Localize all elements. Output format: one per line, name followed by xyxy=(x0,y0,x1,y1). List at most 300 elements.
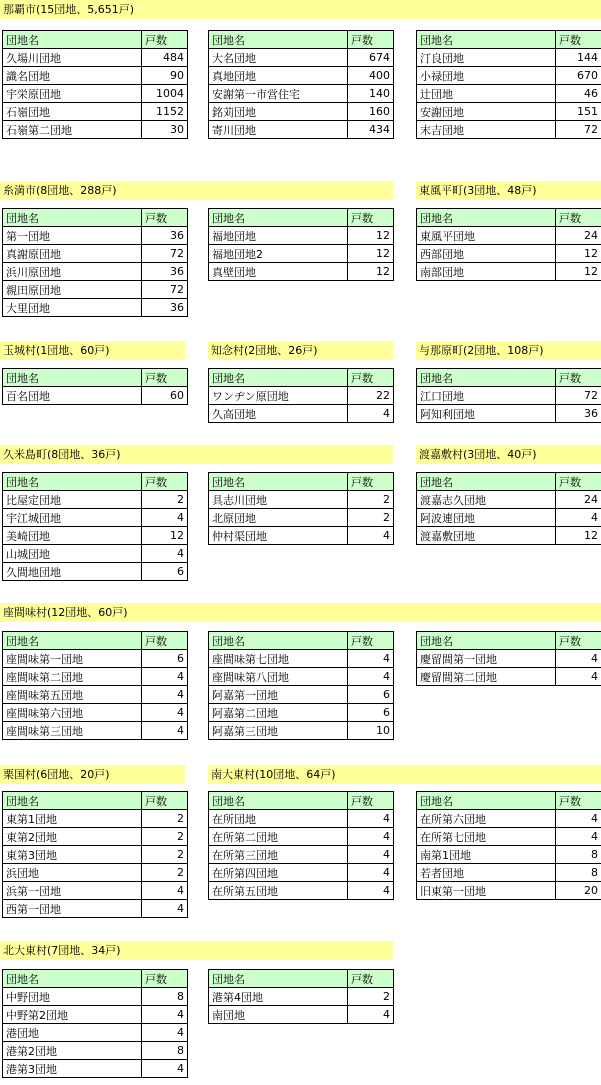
table-row xyxy=(3,864,188,882)
complex-name-cell: 在所第五団地 xyxy=(209,882,348,900)
complex-name-cell: 東第2団地 xyxy=(3,828,142,846)
table-row xyxy=(3,846,188,864)
table-row xyxy=(209,846,394,864)
unit-count-cell: 8 xyxy=(556,864,601,882)
table-row xyxy=(3,828,188,846)
complex-name-cell: 江口団地 xyxy=(417,387,556,405)
complex-name-cell: 久高団地 xyxy=(209,405,348,423)
header-count-cell: 戸数 xyxy=(348,792,394,810)
table-row xyxy=(209,509,394,527)
unit-count-cell: 4 xyxy=(142,1060,188,1078)
header-count-cell: 戸数 xyxy=(142,632,188,650)
complex-table xyxy=(2,368,188,405)
table-row xyxy=(209,103,394,121)
table-row xyxy=(417,828,601,846)
header-count-cell: 戸数 xyxy=(348,31,394,49)
table-header-row xyxy=(3,209,188,227)
table-row xyxy=(209,864,394,882)
unit-count-cell: 4 xyxy=(556,828,601,846)
header-name-cell: 団地名 xyxy=(417,473,556,491)
unit-count-cell: 36 xyxy=(142,227,188,245)
table-header-row xyxy=(209,632,394,650)
complex-name-cell: 若者団地 xyxy=(417,864,556,882)
table-row xyxy=(209,1006,394,1024)
complex-name-cell: 座間味第五団地 xyxy=(3,686,142,704)
header-count-cell: 戸数 xyxy=(348,632,394,650)
unit-count-cell: 434 xyxy=(348,121,394,139)
unit-count-cell: 4 xyxy=(348,650,394,668)
complex-name-cell: 親田原団地 xyxy=(3,281,142,299)
section-title: 渡嘉敷村(3団地、40戸) xyxy=(416,445,601,464)
complex-name-cell: 阿知利団地 xyxy=(417,405,556,423)
complex-name-cell: 大里団地 xyxy=(3,299,142,317)
table-row xyxy=(3,299,188,317)
unit-count-cell: 36 xyxy=(142,299,188,317)
unit-count-cell: 4 xyxy=(348,668,394,686)
unit-count-cell: 12 xyxy=(348,263,394,281)
table-row xyxy=(209,686,394,704)
table-row xyxy=(3,509,188,527)
table-row xyxy=(3,650,188,668)
unit-count-cell: 4 xyxy=(142,545,188,563)
complex-name-cell: 真地団地 xyxy=(209,67,348,85)
header-name-cell: 団地名 xyxy=(417,792,556,810)
table-row xyxy=(3,704,188,722)
complex-table xyxy=(208,208,394,281)
complex-name-cell: 西第一団地 xyxy=(3,900,142,918)
complex-name-cell: 阿嘉第一団地 xyxy=(209,686,348,704)
complex-name-cell: 阿嘉第三団地 xyxy=(209,722,348,740)
complex-name-cell: 真壁団地 xyxy=(209,263,348,281)
table-row xyxy=(3,527,188,545)
complex-name-cell: 石嶺団地 xyxy=(3,103,142,121)
section-title: 知念村(2団地、26戸) xyxy=(208,341,393,360)
complex-name-cell: 座間味第八団地 xyxy=(209,668,348,686)
unit-count-cell: 72 xyxy=(142,281,188,299)
header-name-cell: 団地名 xyxy=(3,792,142,810)
complex-name-cell: 久場川団地 xyxy=(3,49,142,67)
table-row xyxy=(417,263,601,281)
unit-count-cell: 4 xyxy=(556,668,601,686)
table-row xyxy=(3,49,188,67)
table-row xyxy=(209,810,394,828)
table-row xyxy=(417,509,601,527)
complex-name-cell: 福地団地2 xyxy=(209,245,348,263)
table-row xyxy=(3,85,188,103)
table-row xyxy=(417,810,601,828)
complex-name-cell: 座間味第七団地 xyxy=(209,650,348,668)
header-count-cell: 戸数 xyxy=(556,632,601,650)
unit-count-cell: 670 xyxy=(556,67,601,85)
header-count-cell: 戸数 xyxy=(142,369,188,387)
table-row xyxy=(3,563,188,581)
table-header-row xyxy=(209,473,394,491)
unit-count-cell: 12 xyxy=(556,263,601,281)
table-row xyxy=(209,650,394,668)
unit-count-cell: 484 xyxy=(142,49,188,67)
section-title: 那覇市(15団地、5,651戸) xyxy=(0,0,601,19)
table-row xyxy=(417,387,601,405)
header-count-cell: 戸数 xyxy=(142,209,188,227)
complex-name-cell: 慶留間第二団地 xyxy=(417,668,556,686)
complex-name-cell: 久間地団地 xyxy=(3,563,142,581)
complex-name-cell: 渡嘉志久団地 xyxy=(417,491,556,509)
table-row xyxy=(3,1042,188,1060)
unit-count-cell: 60 xyxy=(142,387,188,405)
header-count-cell: 戸数 xyxy=(142,31,188,49)
section-title: 北大東村(7団地、34戸) xyxy=(0,941,393,960)
table-row xyxy=(417,49,601,67)
table-row xyxy=(209,527,394,545)
complex-name-cell: 阿嘉第二団地 xyxy=(209,704,348,722)
complex-name-cell: 真謝原団地 xyxy=(3,245,142,263)
unit-count-cell: 36 xyxy=(142,263,188,281)
table-row xyxy=(3,227,188,245)
table-row xyxy=(3,545,188,563)
table-row xyxy=(3,722,188,740)
table-row xyxy=(3,1060,188,1078)
table-header-row xyxy=(417,632,601,650)
complex-name-cell: 銘苅団地 xyxy=(209,103,348,121)
unit-count-cell: 12 xyxy=(556,527,601,545)
complex-table xyxy=(208,472,394,545)
table-header-row xyxy=(417,369,601,387)
complex-name-cell: 福地団地 xyxy=(209,227,348,245)
complex-name-cell: 石嶺第二団地 xyxy=(3,121,142,139)
table-row xyxy=(3,245,188,263)
complex-name-cell: 座間味第一団地 xyxy=(3,650,142,668)
table-header-row xyxy=(209,31,394,49)
complex-table xyxy=(208,969,394,1024)
header-name-cell: 団地名 xyxy=(209,369,348,387)
header-count-cell: 戸数 xyxy=(348,209,394,227)
table-row xyxy=(417,121,601,139)
table-row xyxy=(3,810,188,828)
header-count-cell: 戸数 xyxy=(142,970,188,988)
complex-table xyxy=(2,969,188,1078)
unit-count-cell: 4 xyxy=(556,509,601,527)
table-row xyxy=(417,227,601,245)
unit-count-cell: 2 xyxy=(348,509,394,527)
complex-name-cell: 東第1団地 xyxy=(3,810,142,828)
unit-count-cell: 8 xyxy=(556,846,601,864)
unit-count-cell: 4 xyxy=(348,810,394,828)
complex-table xyxy=(208,631,394,740)
table-row xyxy=(3,121,188,139)
table-row xyxy=(3,1006,188,1024)
header-count-cell: 戸数 xyxy=(556,31,601,49)
complex-table xyxy=(416,208,601,281)
table-header-row xyxy=(3,31,188,49)
complex-name-cell: 浜団地 xyxy=(3,864,142,882)
complex-name-cell: 阿波連団地 xyxy=(417,509,556,527)
complex-name-cell: 在所第七団地 xyxy=(417,828,556,846)
complex-name-cell: 比屋定団地 xyxy=(3,491,142,509)
section-title: 東風平町(3団地、48戸) xyxy=(416,181,601,200)
section-title: 南大東村(10団地、64戸) xyxy=(208,765,601,784)
table-row xyxy=(417,668,601,686)
complex-name-cell: 中野第2団地 xyxy=(3,1006,142,1024)
unit-count-cell: 2 xyxy=(142,810,188,828)
header-count-cell: 戸数 xyxy=(348,369,394,387)
table-header-row xyxy=(417,792,601,810)
unit-count-cell: 2 xyxy=(142,864,188,882)
complex-name-cell: 渡嘉敷団地 xyxy=(417,527,556,545)
unit-count-cell: 4 xyxy=(348,882,394,900)
table-row xyxy=(3,1024,188,1042)
complex-name-cell: 安謝第一市営住宅 xyxy=(209,85,348,103)
complex-name-cell: 浜第一団地 xyxy=(3,882,142,900)
table-row xyxy=(417,103,601,121)
unit-count-cell: 400 xyxy=(348,67,394,85)
unit-count-cell: 8 xyxy=(142,1042,188,1060)
table-row xyxy=(417,882,601,900)
complex-table xyxy=(416,30,601,139)
header-name-cell: 団地名 xyxy=(3,209,142,227)
unit-count-cell: 4 xyxy=(348,405,394,423)
complex-name-cell: 第一団地 xyxy=(3,227,142,245)
header-count-cell: 戸数 xyxy=(556,473,601,491)
table-row xyxy=(3,103,188,121)
complex-name-cell: 在所第四団地 xyxy=(209,864,348,882)
section-title: 座間味村(12団地、60戸) xyxy=(0,603,601,622)
complex-table xyxy=(2,472,188,581)
table-row xyxy=(209,227,394,245)
unit-count-cell: 4 xyxy=(142,704,188,722)
complex-name-cell: 宇栄原団地 xyxy=(3,85,142,103)
complex-name-cell: 座間味第六団地 xyxy=(3,704,142,722)
table-row xyxy=(417,245,601,263)
complex-name-cell: 具志川団地 xyxy=(209,491,348,509)
complex-table xyxy=(208,368,394,423)
table-row xyxy=(209,67,394,85)
table-row xyxy=(209,882,394,900)
complex-name-cell: 美崎団地 xyxy=(3,527,142,545)
complex-name-cell: 港第3団地 xyxy=(3,1060,142,1078)
header-name-cell: 団地名 xyxy=(3,473,142,491)
header-name-cell: 団地名 xyxy=(417,209,556,227)
complex-name-cell: 港第4団地 xyxy=(209,988,348,1006)
table-row xyxy=(209,988,394,1006)
table-header-row xyxy=(417,31,601,49)
complex-name-cell: 在所第六団地 xyxy=(417,810,556,828)
table-row xyxy=(3,686,188,704)
complex-table xyxy=(2,30,188,139)
table-row xyxy=(209,263,394,281)
table-row xyxy=(209,405,394,423)
header-count-cell: 戸数 xyxy=(142,792,188,810)
table-header-row xyxy=(3,632,188,650)
unit-count-cell: 2 xyxy=(142,491,188,509)
unit-count-cell: 6 xyxy=(348,704,394,722)
unit-count-cell: 22 xyxy=(348,387,394,405)
table-row xyxy=(209,491,394,509)
table-row xyxy=(3,67,188,85)
unit-count-cell: 90 xyxy=(142,67,188,85)
table-header-row xyxy=(209,369,394,387)
complex-table xyxy=(416,472,601,545)
table-header-row xyxy=(209,792,394,810)
unit-count-cell: 2 xyxy=(142,828,188,846)
header-name-cell: 団地名 xyxy=(3,970,142,988)
complex-name-cell: 宇江城団地 xyxy=(3,509,142,527)
complex-name-cell: 在所第三団地 xyxy=(209,846,348,864)
table-row xyxy=(417,85,601,103)
table-header-row xyxy=(3,970,188,988)
complex-table xyxy=(208,30,394,139)
complex-name-cell: 東第3団地 xyxy=(3,846,142,864)
complex-name-cell: 小禄団地 xyxy=(417,67,556,85)
complex-name-cell: 辻団地 xyxy=(417,85,556,103)
table-row xyxy=(209,704,394,722)
section-title: 玉城村(1団地、60戸) xyxy=(0,341,185,360)
complex-name-cell: 安謝団地 xyxy=(417,103,556,121)
complex-name-cell: 末吉団地 xyxy=(417,121,556,139)
complex-name-cell: 識名団地 xyxy=(3,67,142,85)
complex-name-cell: 港第2団地 xyxy=(3,1042,142,1060)
unit-count-cell: 4 xyxy=(142,1024,188,1042)
header-count-cell: 戸数 xyxy=(348,970,394,988)
table-row xyxy=(209,49,394,67)
table-header-row xyxy=(3,369,188,387)
complex-name-cell: 寄川団地 xyxy=(209,121,348,139)
unit-count-cell: 4 xyxy=(348,864,394,882)
header-name-cell: 団地名 xyxy=(3,31,142,49)
unit-count-cell: 30 xyxy=(142,121,188,139)
header-count-cell: 戸数 xyxy=(348,473,394,491)
header-name-cell: 団地名 xyxy=(209,31,348,49)
table-header-row xyxy=(3,792,188,810)
complex-name-cell: 座間味第二団地 xyxy=(3,668,142,686)
header-name-cell: 団地名 xyxy=(417,632,556,650)
table-row xyxy=(417,527,601,545)
unit-count-cell: 24 xyxy=(556,491,601,509)
unit-count-cell: 6 xyxy=(348,686,394,704)
unit-count-cell: 4 xyxy=(348,846,394,864)
header-name-cell: 団地名 xyxy=(3,632,142,650)
unit-count-cell: 6 xyxy=(142,563,188,581)
complex-name-cell: 旧東第一団地 xyxy=(417,882,556,900)
complex-table xyxy=(416,368,601,423)
table-row xyxy=(209,828,394,846)
unit-count-cell: 4 xyxy=(142,1006,188,1024)
unit-count-cell: 1004 xyxy=(142,85,188,103)
table-row xyxy=(209,722,394,740)
complex-name-cell: 慶留間第一団地 xyxy=(417,650,556,668)
header-name-cell: 団地名 xyxy=(417,369,556,387)
complex-name-cell: 南部団地 xyxy=(417,263,556,281)
table-row xyxy=(209,121,394,139)
complex-name-cell: 座間味第三団地 xyxy=(3,722,142,740)
unit-count-cell: 2 xyxy=(348,491,394,509)
unit-count-cell: 4 xyxy=(142,668,188,686)
section-title: 糸満市(8団地、288戸) xyxy=(0,181,393,200)
unit-count-cell: 72 xyxy=(142,245,188,263)
table-header-row xyxy=(417,473,601,491)
table-header-row xyxy=(209,209,394,227)
complex-name-cell: 港団地 xyxy=(3,1024,142,1042)
complex-name-cell: 東風平団地 xyxy=(417,227,556,245)
unit-count-cell: 4 xyxy=(348,828,394,846)
table-row xyxy=(3,387,188,405)
unit-count-cell: 6 xyxy=(142,650,188,668)
unit-count-cell: 12 xyxy=(142,527,188,545)
complex-name-cell: 浜川原団地 xyxy=(3,263,142,281)
header-count-cell: 戸数 xyxy=(142,473,188,491)
header-name-cell: 団地名 xyxy=(209,473,348,491)
complex-name-cell: 百名団地 xyxy=(3,387,142,405)
table-row xyxy=(417,67,601,85)
complex-name-cell: 仲村渠団地 xyxy=(209,527,348,545)
table-header-row xyxy=(3,473,188,491)
unit-count-cell: 151 xyxy=(556,103,601,121)
table-row xyxy=(3,668,188,686)
table-row xyxy=(3,988,188,1006)
unit-count-cell: 4 xyxy=(556,810,601,828)
unit-count-cell: 4 xyxy=(348,1006,394,1024)
unit-count-cell: 4 xyxy=(348,527,394,545)
complex-name-cell: 大名団地 xyxy=(209,49,348,67)
table-row xyxy=(209,85,394,103)
header-name-cell: 団地名 xyxy=(209,209,348,227)
header-count-cell: 戸数 xyxy=(556,209,601,227)
unit-count-cell: 2 xyxy=(348,988,394,1006)
table-row xyxy=(3,900,188,918)
table-row xyxy=(3,281,188,299)
complex-name-cell: 汀良団地 xyxy=(417,49,556,67)
unit-count-cell: 36 xyxy=(556,405,601,423)
complex-name-cell: 在所第二団地 xyxy=(209,828,348,846)
unit-count-cell: 2 xyxy=(142,846,188,864)
complex-name-cell: 中野団地 xyxy=(3,988,142,1006)
unit-count-cell: 4 xyxy=(556,650,601,668)
header-count-cell: 戸数 xyxy=(556,792,601,810)
unit-count-cell: 144 xyxy=(556,49,601,67)
table-row xyxy=(3,882,188,900)
table-row xyxy=(209,245,394,263)
complex-name-cell: 山城団地 xyxy=(3,545,142,563)
table-row xyxy=(417,864,601,882)
section-title: 栗国村(6団地、20戸) xyxy=(0,765,185,784)
table-row xyxy=(417,491,601,509)
header-name-cell: 団地名 xyxy=(209,792,348,810)
complex-table xyxy=(2,791,188,918)
unit-count-cell: 160 xyxy=(348,103,394,121)
unit-count-cell: 4 xyxy=(142,686,188,704)
table-row xyxy=(417,846,601,864)
table-row xyxy=(3,263,188,281)
header-name-cell: 団地名 xyxy=(3,369,142,387)
table-row xyxy=(209,387,394,405)
unit-count-cell: 4 xyxy=(142,722,188,740)
complex-table xyxy=(208,791,394,900)
unit-count-cell: 4 xyxy=(142,509,188,527)
table-header-row xyxy=(417,209,601,227)
complex-name-cell: 南団地 xyxy=(209,1006,348,1024)
complex-table xyxy=(2,631,188,740)
unit-count-cell: 46 xyxy=(556,85,601,103)
unit-count-cell: 4 xyxy=(142,900,188,918)
table-row xyxy=(3,491,188,509)
unit-count-cell: 1152 xyxy=(142,103,188,121)
unit-count-cell: 10 xyxy=(348,722,394,740)
unit-count-cell: 674 xyxy=(348,49,394,67)
unit-count-cell: 20 xyxy=(556,882,601,900)
unit-count-cell: 8 xyxy=(142,988,188,1006)
complex-name-cell: 在所団地 xyxy=(209,810,348,828)
table-row xyxy=(417,650,601,668)
section-title: 久米島町(8団地、36戸) xyxy=(0,445,393,464)
